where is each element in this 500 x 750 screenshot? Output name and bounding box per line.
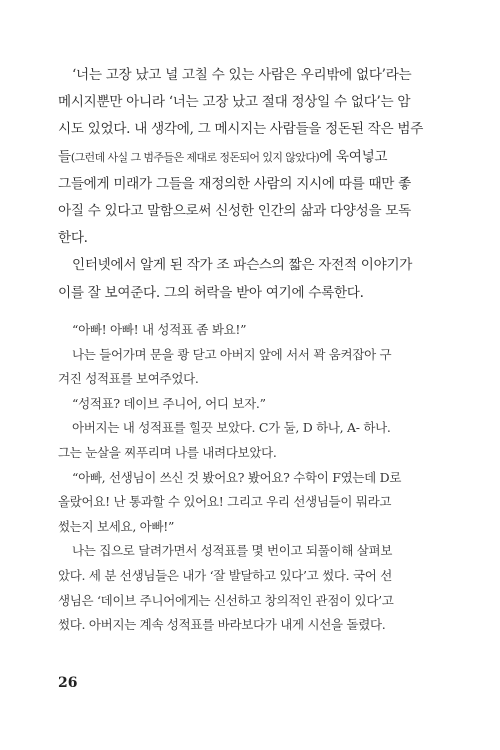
text-line: 메시지뿐만 아니라 ‘너는 고장 났고 절대 정상일 수 없다’는 암: [58, 94, 411, 111]
text-line: 그들에게 미래가 그들을 재정의한 사람의 지시에 따를 때만 좋: [58, 175, 411, 192]
story-line: 나는 집으로 달려가면서 성적표를 몇 번이고 되풀이해 살펴보: [72, 543, 393, 559]
story-line: 나는 들어가며 문을 쾅 닫고 아버지 앞에 서서 꽉 움켜잡아 구: [72, 346, 392, 362]
story-line: 그는 눈살을 찌푸리며 나를 내려다보았다.: [58, 444, 277, 460]
story-line: “아빠! 아빠! 내 성적표 좀 봐요!”: [72, 322, 247, 337]
story-line: 올랐어요! 난 통과할 수 있어요! 그리고 우리 선생님들이 뭐라고: [58, 494, 392, 510]
text-line: 아질 수 있다고 말함으로써 신성한 인간의 삶과 다양성을 모독: [58, 203, 411, 220]
main-text: [58, 62, 450, 307]
text-line: ‘너는 고장 났고 널 고칠 수 있는 사람은 우리밖에 없다’라는: [72, 67, 412, 83]
story-line: 아버지는 내 성적표를 힐끗 보았다. C가 둘, D 하나, A- 하나.: [72, 420, 391, 436]
quoted-story: [58, 318, 450, 638]
parenthetical-note: (그런데 사실 그 범주들은 제대로 정돈되어 있지 않았다): [70, 150, 320, 164]
text-line: 이를 잘 보여준다. 그의 허락을 받아 여기에 수록한다.: [58, 284, 364, 301]
paragraph-1: [58, 62, 450, 252]
text-line: 시도 있었다. 내 생각에, 그 메시지는 사람들을 정돈된 작은 범주: [58, 121, 424, 138]
story-line: 생님은 ‘데이브 주니어에게는 신선하고 창의적인 관점이 있다’고: [58, 592, 394, 608]
story-line: “아빠, 선생님이 쓰신 것 봤어요? 봤어요? 수학이 F였는데 D로: [72, 469, 402, 485]
story-line: 썼는지 보세요, 아빠!”: [58, 518, 175, 534]
story-line: 았다. 세 분 선생님들은 내가 ‘잘 발달하고 있다’고 썼다. 국어 선: [58, 567, 393, 583]
text-line: 한다.: [58, 230, 88, 247]
story-line: “성적표? 데이브 주니어, 어디 보자.”: [72, 395, 266, 411]
text-line: 인터넷에서 알게 된 작가 조 파슨스의 짧은 자전적 이야기가: [72, 257, 413, 274]
story-line: 썼다. 아버지는 계속 성적표를 바라보다가 내게 시선을 돌렸다.: [58, 617, 386, 633]
page-number: 26: [58, 675, 78, 691]
text-fragment: 에 욱여넣고: [319, 148, 388, 165]
text-fragment: 들: [58, 148, 71, 165]
text-line: [58, 144, 450, 171]
paragraph-2: [58, 252, 450, 306]
story-line: 겨진 성적표를 보여주었다.: [58, 371, 199, 387]
